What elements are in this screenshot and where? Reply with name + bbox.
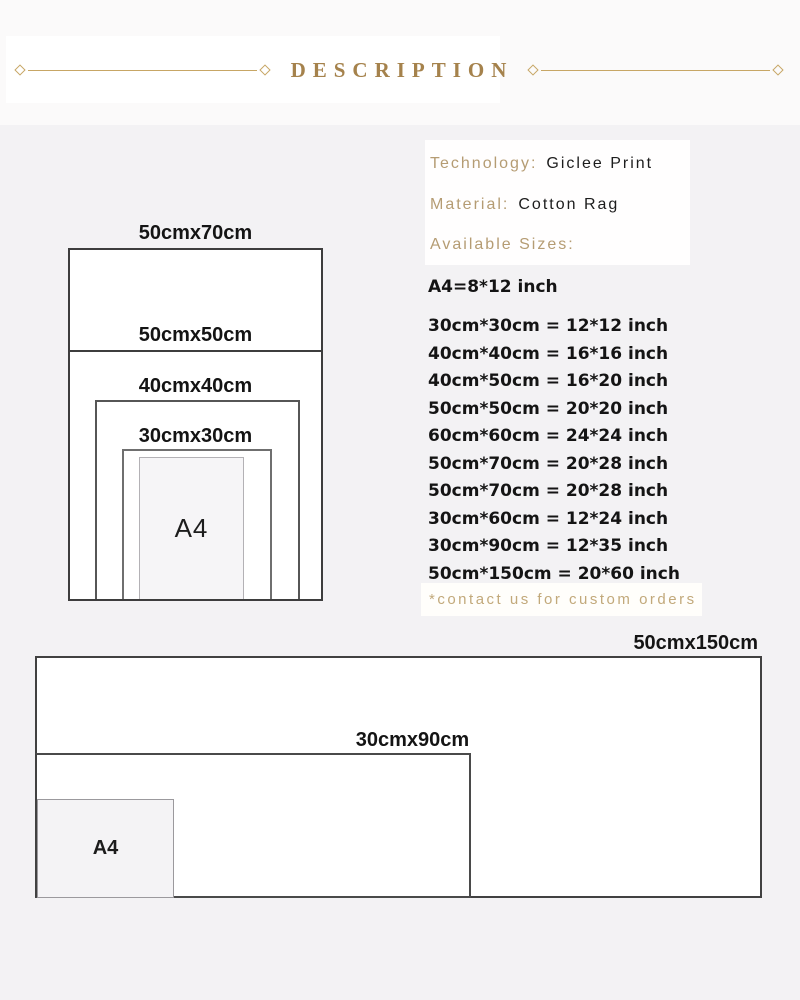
size-label-30x90: 30cmx90cm [355, 729, 470, 751]
diamond-icon [14, 64, 25, 75]
available-sizes-label: Available Sizes: [430, 236, 575, 253]
size-list-item: 50cm*50cm = 20*20 inch [428, 398, 669, 419]
size-list-item: 30cm*60cm = 12*24 inch [428, 508, 669, 529]
size-label-50x50: 50cmx50cm [138, 324, 253, 346]
header-band [0, 0, 800, 125]
size-label-40x40: 40cmx40cm [138, 375, 253, 397]
a4-label: A4 [174, 513, 209, 543]
size-label-50x70: 50cmx70cm [138, 222, 253, 244]
contact-note: *contact us for custom orders [429, 591, 697, 608]
size-list-item: 50cm*150cm = 20*60 inch [428, 563, 680, 584]
size-rect-50x70 [68, 248, 323, 601]
size-list-item: 50cm*70cm = 20*28 inch [428, 453, 669, 474]
contact-note-strip [421, 583, 702, 616]
material-label: Material: [430, 196, 510, 213]
material-value: Cotton Rag [518, 196, 620, 213]
size-list-item: 30cm*30cm = 12*12 inch [428, 316, 669, 336]
ornament-line [541, 70, 770, 71]
ornament-line [28, 70, 257, 71]
technology-value: Giclee Print [546, 155, 654, 172]
material-row [430, 196, 619, 214]
technology-label: Technology: [430, 155, 538, 172]
size-list-item: 40cm*40cm = 16*16 inch [428, 343, 669, 364]
size-divider-50x50 [70, 350, 321, 352]
header-ornament [16, 57, 782, 82]
size-label-50x150: 50cmx150cm [633, 632, 758, 654]
page-title: DESCRIPTION [290, 57, 514, 82]
a4-label: A4 [92, 837, 119, 859]
sizes-list [428, 313, 680, 588]
size-list-item: 60cm*60cm = 24*24 inch [428, 426, 669, 446]
size-list-item: 50cm*70cm = 20*28 inch [428, 481, 669, 501]
diamond-icon [528, 64, 539, 75]
a4-equivalence-note: A4=8*12 inch [428, 277, 558, 297]
available-sizes-row [430, 236, 584, 254]
size-rect-a4-landscape [37, 799, 174, 898]
size-list-item: 30cm*90cm = 12*35 inch [428, 536, 669, 556]
diamond-icon [772, 64, 783, 75]
size-label-30x30: 30cmx30cm [138, 425, 253, 447]
size-list-item: 40cm*50cm = 16*20 inch [428, 371, 669, 391]
size-rect-a4-portrait [139, 457, 244, 599]
technology-row [430, 155, 653, 173]
diamond-icon [259, 64, 270, 75]
